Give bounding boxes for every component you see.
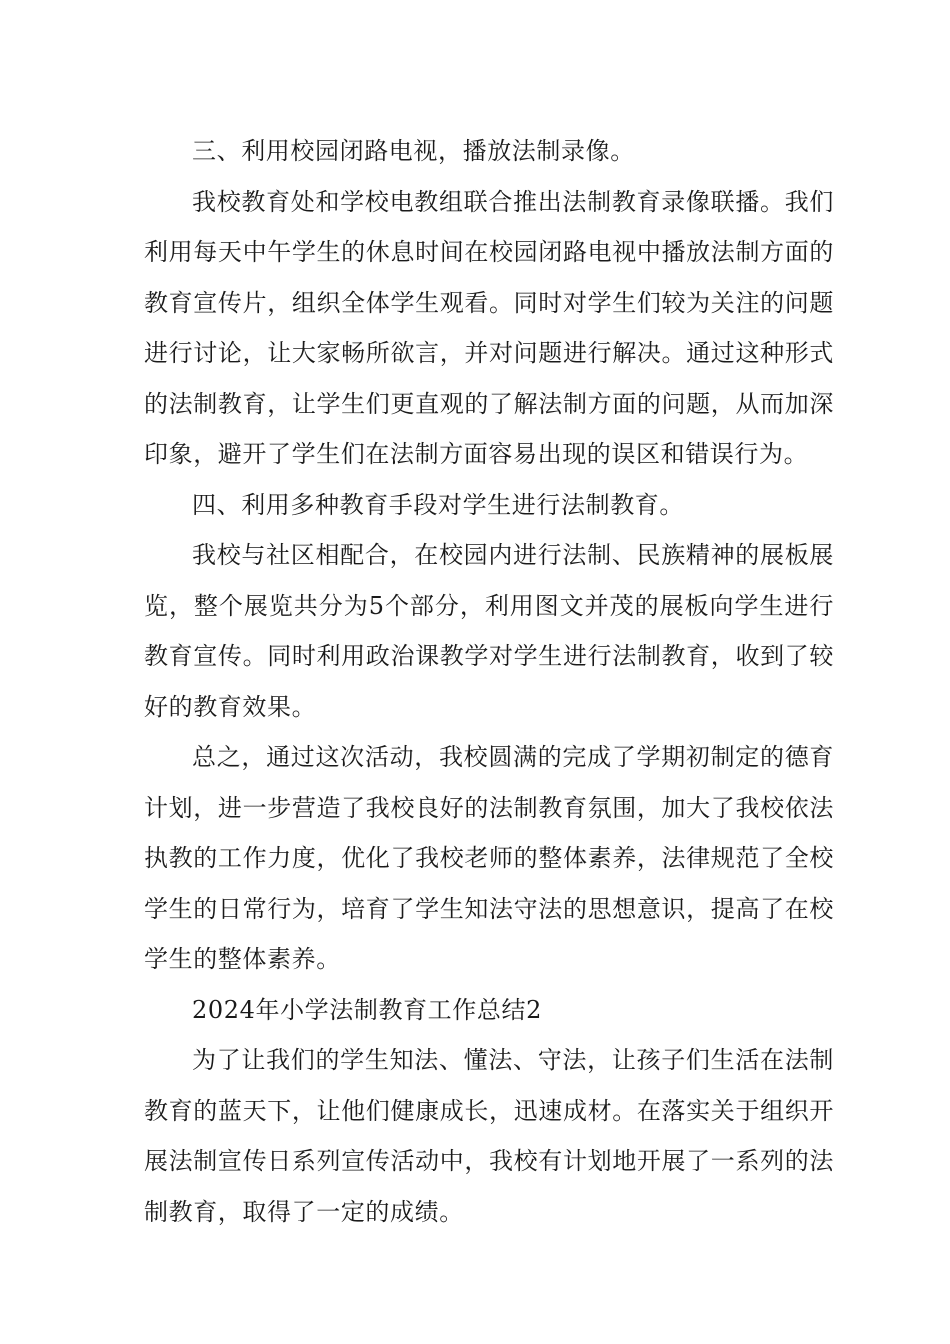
paragraph-conclusion: 总之，通过这次活动，我校圆满的完成了学期初制定的德育计划，进一步营造了我校良好的法制教育氛围，加大了我校依法执教的工作力度，优化了我校老师的整体素养，法律规范了全校学生的日常行为，培育了学生知法守法的思想意识，提高了在校学生的整体素养。 bbox=[144, 743, 834, 973]
section-heading-4: 四、利用多种教育手段对学生进行法制教育。 bbox=[192, 490, 684, 519]
paragraph-cctv-broadcast: 我校教育处和学校电教组联合推出法制教育录像联播。我们利用每天中午学生的休息时间在校园闭路电视中播放法制方面的教育宣传片，组织全体学生观看。同时对学生们较为关注的问题进行讨论，让大家畅所欲言，并对问题进行解决。通过这种形式的法制教育，让学生们更直观的了解法制方面的问题，从而加深印象，避开了学生们在法制方面容易出现的误区和错误行为。 bbox=[144, 187, 834, 468]
section-heading-3: 三、利用校园闭路电视，播放法制录像。 bbox=[192, 137, 635, 165]
paragraph-exhibition: 我校与社区相配合，在校园内进行法制、民族精神的展板展览，整个展览共分为5个部分，利用图文并茂的展板向学生进行教育宣传。同时利用政治课教学对学生进行法制教育，收到了较好的教育效果。 bbox=[144, 541, 834, 721]
document-title-2: 2024年小学法制教育工作总结2 bbox=[192, 995, 542, 1024]
document-body bbox=[144, 126, 834, 1237]
paragraph-intro-2: 为了让我们的学生知法、懂法、守法，让孩子们生活在法制教育的蓝天下，让他们健康成长，迅速成材。在落实关于组织开展法制宣传日系列宣传活动中，我校有计划地开展了一系列的法制教育，取得了一定的成绩。 bbox=[144, 1046, 834, 1226]
